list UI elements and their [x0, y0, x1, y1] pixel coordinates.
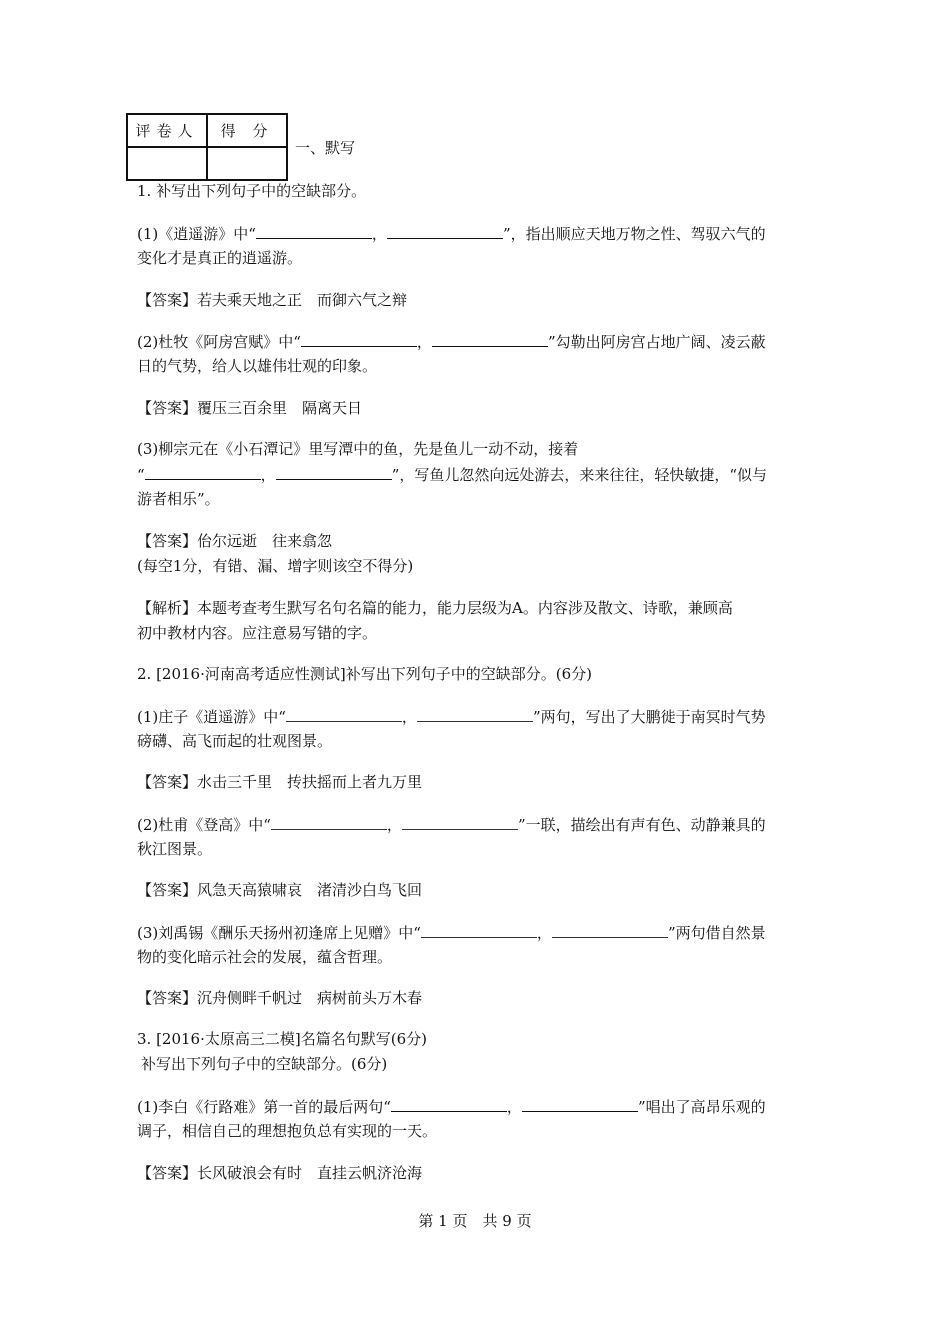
q3-stem: 3. [2016·太原高三二模]名篇名句默写(6分) — [137, 1030, 427, 1048]
section-title: 一、默写 — [295, 139, 356, 157]
q3-answer-1: 【答案】长风破浪会有时 直挂云帆济沧海 — [137, 1164, 423, 1182]
score-table — [126, 113, 288, 181]
q1-stem: 1. 补写出下列句子中的空缺部分。 — [137, 182, 367, 200]
q1-p1: (1)《逍遥游》中“ ， ”，指出顺应天地万物之性、驾驭六气的 — [137, 225, 766, 243]
answer-blank — [402, 814, 518, 830]
reviewer-header: 评卷人 — [127, 114, 207, 147]
q2-answer-1: 【答案】水击三千里 抟扶摇而上者九万里 — [137, 773, 423, 791]
answer-blank — [387, 223, 503, 239]
answer-blank — [391, 1096, 507, 1112]
answer-blank — [271, 814, 387, 830]
q2-answer-3: 【答案】沉舟侧畔千帆过 病树前头万木春 — [137, 989, 423, 1007]
score-cell — [207, 147, 287, 180]
q2-answer-2: 【答案】风急天高猿啸哀 渚清沙白鸟飞回 — [137, 881, 423, 899]
answer-blank — [417, 706, 533, 722]
q1-p2: (2)杜牧《阿房宫赋》中“ ， ”勾勒出阿房宫占地广阔、凌云蔽 — [137, 333, 766, 351]
q1-analysis-line2: 初中教材内容。应注意易写错的字。 — [137, 624, 378, 642]
q1-p1-line2: 变化才是真正的逍遥游。 — [137, 249, 303, 267]
q1-answer-3: 【答案】佁尔远逝 往来翕忽 — [137, 532, 333, 550]
q2-p1: (1)庄子《逍遥游》中“ ， ”两句，写出了大鹏徙于南冥时气势 — [137, 708, 766, 726]
answer-blank — [432, 331, 548, 347]
q2-p3-line2: 物的变化暗示社会的发展，蕴含哲理。 — [137, 948, 393, 966]
answer-blank — [421, 922, 537, 938]
q2-p2: (2)杜甫《登高》中“ ， ”一联，描绘出有声有色、动静兼具的 — [137, 816, 766, 834]
q1-p3-line1: (3)柳宗元在《小石潭记》里写潭中的鱼，先是鱼儿一动不动，接着 — [137, 440, 579, 458]
q1-answer-2: 【答案】覆压三百余里 隔离天日 — [137, 399, 363, 417]
q1-p3: “ ， ”，写鱼儿忽然向远处游去，来来往往，轻快敏捷，“似与 — [137, 466, 768, 484]
answer-blank — [301, 331, 417, 347]
answer-blank — [552, 922, 668, 938]
q1-p3-line3: 游者相乐”。 — [137, 490, 220, 508]
q2-p1-line2: 磅礴、高飞而起的壮观图景。 — [137, 732, 333, 750]
q1-analysis-line1: 【解析】本题考查考生默写名句名篇的能力，能力层级为A。内容涉及散文、诗歌，兼顾高 — [137, 599, 733, 617]
answer-blank — [522, 1096, 638, 1112]
q1-note: (每空1分，有错、漏、增字则该空不得分) — [137, 557, 414, 575]
q2-p3: (3)刘禹锡《酬乐天扬州初逢席上见赠》中“ ， ”两句借自然景 — [137, 924, 766, 942]
score-header: 得 分 — [207, 114, 287, 147]
q3-p1: (1)李白《行路难》第一首的最后两句“ ， ”唱出了高昂乐观的 — [137, 1098, 766, 1116]
answer-blank — [276, 464, 392, 480]
answer-blank — [286, 706, 402, 722]
q3-stem2: 补写出下列句子中的空缺部分。(6分) — [141, 1055, 388, 1073]
answer-blank — [145, 464, 261, 480]
reviewer-cell — [127, 147, 207, 180]
q1-answer-1: 【答案】若夫乘天地之正 而御六气之辩 — [137, 291, 408, 309]
q2-p2-line2: 秋江图景。 — [137, 840, 213, 858]
q1-p2-line2: 日的气势，给人以雄伟壮观的印象。 — [137, 357, 378, 375]
q2-stem: 2. [2016·河南高考适应性测试]补写出下列句子中的空缺部分。(6分) — [137, 665, 592, 683]
q3-p1-line2: 调子，相信自己的理想抱负总有实现的一天。 — [137, 1122, 438, 1140]
answer-blank — [256, 223, 372, 239]
page-footer: 第 1 页 共 9 页 — [418, 1212, 532, 1230]
